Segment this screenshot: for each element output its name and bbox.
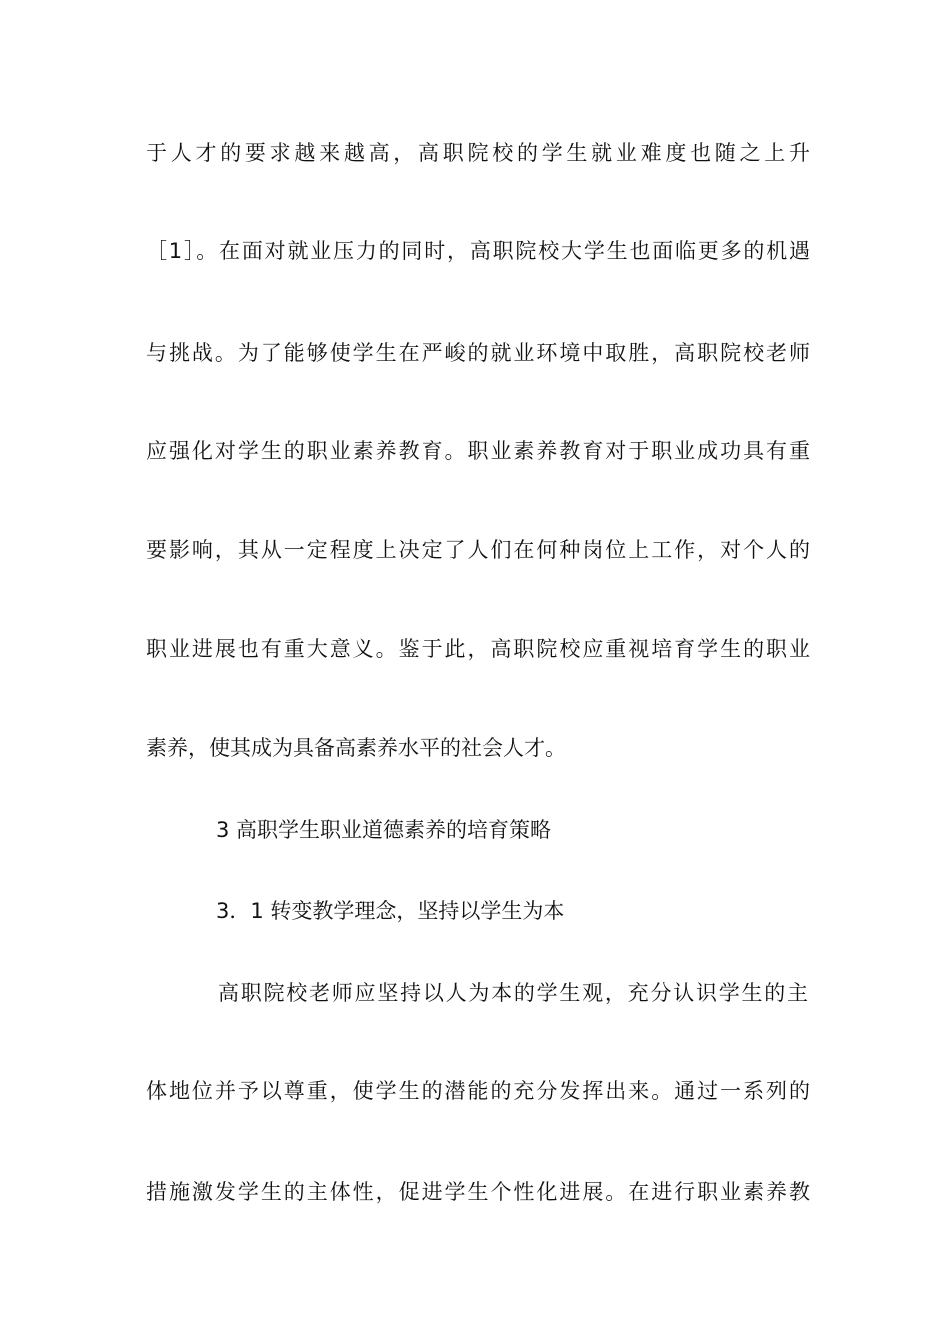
paragraph-line: 职业进展也有重大意义。鉴于此，高职院校应重视培育学生的职业 [146, 637, 810, 661]
paragraph-line: 与挑战。为了能够使学生在严峻的就业环境中取胜，高职院校老师 [146, 341, 810, 365]
paragraph-line-first: 高职院校老师应坚持以人为本的学生观，充分认识学生的主 [218, 981, 808, 1005]
paragraph-line: 要影响，其从一定程度上决定了人们在何种岗位上工作，对个人的 [146, 538, 810, 562]
paragraph-line-last: 素养，使其成为具备高素养水平的社会人才。 [146, 736, 566, 760]
subsection-heading: 3．1 转变教学理念，坚持以学生为本 [216, 899, 565, 923]
paragraph-line: 于人才的要求越来越高，高职院校的学生就业难度也随之上升 [146, 141, 810, 165]
paragraph-line: 体地位并予以尊重，使学生的潜能的充分发挥出来。通过一系列的 [146, 1079, 810, 1103]
paragraph-line: 措施激发学生的主体性，促进学生个性化进展。在进行职业素养教 [146, 1180, 810, 1204]
paragraph-line: ［1］。在面对就业压力的同时，高职院校大学生也面临更多的机遇 [146, 239, 810, 263]
section-heading: 3 高职学生职业道德素养的培育策略 [216, 818, 552, 842]
paragraph-line: 应强化对学生的职业素养教育。职业素养教育对于职业成功具有重 [146, 439, 810, 463]
